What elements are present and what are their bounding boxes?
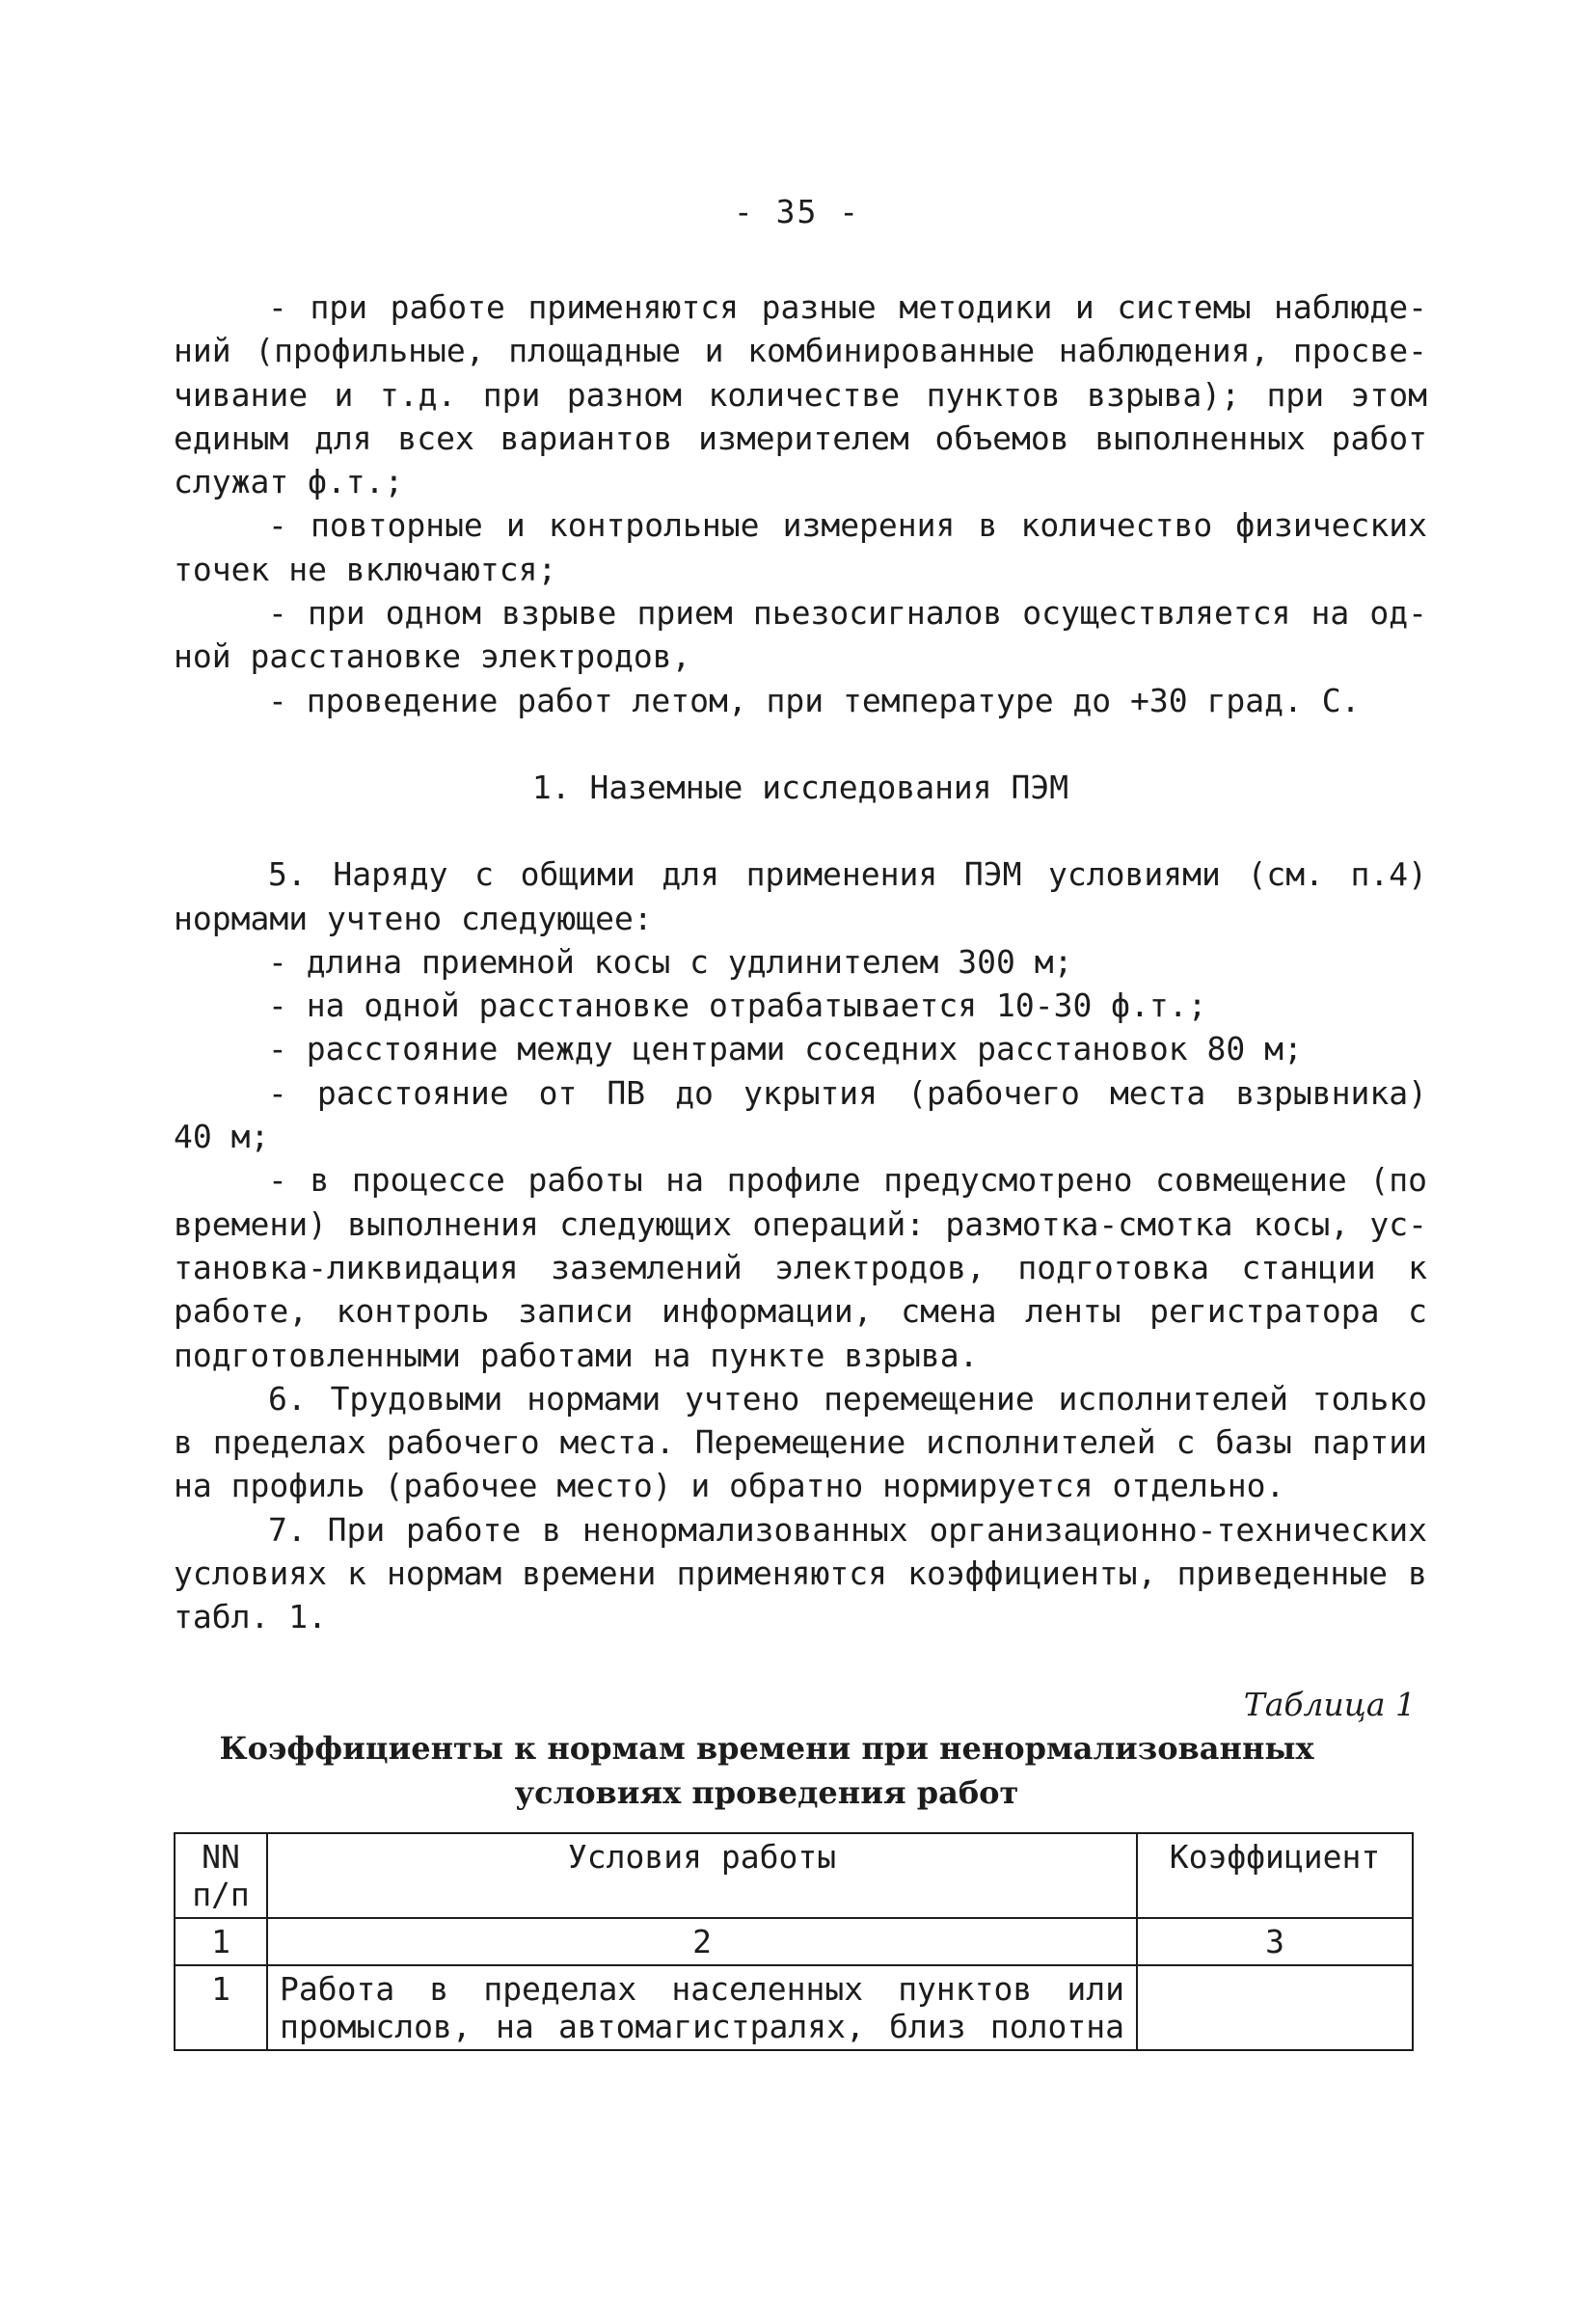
column-number-cell: 3 (1137, 1918, 1413, 1965)
text-line: - расстояние между центрами соседних расстановок 80 м; (268, 1030, 1303, 1068)
table-caption: Таблица 1 (1243, 1685, 1416, 1723)
table-header-row (175, 1833, 1413, 1918)
text-line: условиях к нормам времени применяются коэффициенты, приведенные в (174, 1554, 1427, 1593)
column-number-cell: 2 (267, 1918, 1137, 1965)
text-line: точек не включаются; (174, 550, 557, 588)
row-coefficient-cell (1137, 1965, 1413, 2050)
text-line: 6. Трудовыми нормами учтено перемещение исполнителей только (268, 1379, 1427, 1418)
text-line: 40 м; (174, 1118, 270, 1156)
table-title (174, 1726, 1427, 1815)
spacer (174, 809, 1427, 852)
row-condition-cell: Работа в пределах населенных пунктов или промыслов, на автомагистралях, близ полотна (267, 1965, 1137, 2050)
text-line: времени) выполнения следующих операций: размотка-смотка косы, ус- (174, 1204, 1427, 1243)
table-title-line: Коэффициенты к нормам времени при ненормализованных (219, 1729, 1314, 1767)
header-cell-coefficient: Коэффициент (1137, 1833, 1413, 1918)
text-line: подготовленными работами на пункте взрыва. (174, 1336, 979, 1374)
text-line: 5. Наряду с общими для применения ПЭМ условиями (см. п.4) (268, 855, 1427, 894)
text-line: нормами учтено следующее: (174, 899, 653, 937)
coefficients-table (174, 1832, 1414, 2051)
text-line: работе, контроль записи информации, смена ленты регистратора с (174, 1292, 1427, 1331)
row-number-cell: 1 (175, 1965, 267, 2050)
spacer (174, 1639, 1427, 1683)
body-text (174, 285, 1427, 1815)
text-line: - в процессе работы на профиле предусмотрено совмещение (по (268, 1161, 1427, 1200)
header-cell-conditions: Условия работы (267, 1833, 1137, 1918)
text-line: - на одной расстановке отрабатывается 10-30 ф.т.; (268, 986, 1207, 1025)
header-cell-number: NN п/п (175, 1833, 267, 1918)
text-line: - длина приемной косы с удлинителем 300 м; (268, 942, 1073, 981)
table-title-line: условиях проведения работ (514, 1773, 1019, 1811)
text-line: - расстояние от ПВ до укрытия (рабочего места взрывника) (268, 1073, 1427, 1112)
text-line: - повторные и контрольные измерения в количество физических (268, 506, 1427, 545)
text-line: - при работе применяются разные методики и системы наблюде- (268, 288, 1427, 326)
text-line: чивание и т.д. при разном количестве пунктов взрыва); при этом (174, 375, 1427, 414)
text-line: 7. При работе в ненормализованных организационно-технических (268, 1510, 1427, 1549)
text-line: ний (профильные, площадные и комбинированные наблюдения, просве- (174, 332, 1427, 370)
text-line: - при одном взрыве прием пьезосигналов осуществляется на од- (268, 594, 1427, 633)
column-number-cell: 1 (175, 1918, 267, 1965)
spacer (174, 722, 1427, 766)
text-line: тановка-ликвидация заземлений электродов, подготовка станции к (174, 1248, 1427, 1286)
page-number: - 35 - (733, 193, 861, 230)
section-heading: 1. Наземные исследования ПЭМ (531, 768, 1069, 806)
text-line: единым для всех вариантов измерителем объемов выполненных работ (174, 419, 1427, 457)
text-line: ной расстановке электродов, (174, 637, 691, 676)
column-number-row (175, 1918, 1413, 1965)
text-line: табл. 1. (174, 1598, 327, 1636)
table-row (175, 1965, 1413, 2050)
text-line: в пределах рабочего места. Перемещение исполнителей с базы партии (174, 1423, 1427, 1462)
text-line: - проведение работ летом, при температуре до +30 град. С. (268, 681, 1361, 719)
text-line: служат ф.т.; (174, 463, 404, 501)
text-line: на профиль (рабочее место) и обратно нормируется отдельно. (174, 1467, 1285, 1505)
